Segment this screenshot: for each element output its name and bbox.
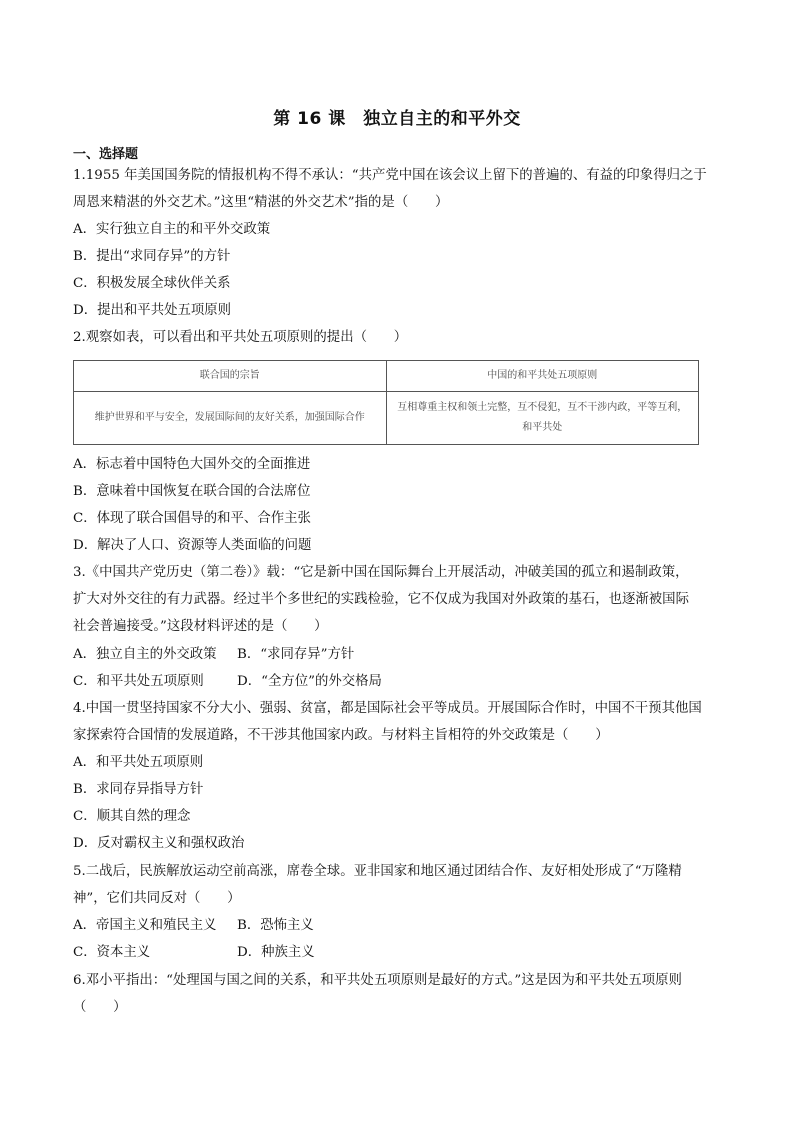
table-header-cell: 中国的和平共处五项原则 (386, 361, 699, 392)
question-2-option-b: B．意味着中国恢复在联合国的合法席位 (73, 484, 311, 499)
question-3-option-b: B．“求同存异”方针 (237, 647, 355, 662)
section-heading: 一、选择题 (73, 147, 139, 162)
question-2-option-a: A．标志着中国特色大国外交的全面推进 (73, 457, 311, 472)
question-5-option-d: D．种族主义 (237, 945, 315, 960)
comparison-table (73, 360, 699, 445)
question-5-options-row (73, 917, 314, 935)
question-1-option-d: D．提出和平共处五项原则 (73, 303, 232, 318)
question-5-text: 5.二战后，民族解放运动空前高涨，席卷全球。亚非国家和地区通过团结合作、友好相处形成了“万隆精 (73, 864, 682, 879)
question-1-text: 周恩来精湛的外交艺术。”这里“精湛的外交艺术”指的是（ ） (73, 195, 449, 210)
question-4-option-c: C．顺其自然的理念 (73, 809, 191, 824)
question-6-text: （ ） (73, 1000, 127, 1015)
question-1-option-c: C．积极发展全球伙伴关系 (73, 276, 231, 291)
question-3-text: 3.《中国共产党历史（第二卷）》载：“它是新中国在国际舞台上开展活动，冲破美国的孤立和遏制政策， (73, 565, 689, 580)
question-3-option-a: A．独立自主的外交政策 (73, 647, 217, 662)
table-header-cell: 联合国的宗旨 (74, 361, 387, 392)
question-3-option-c: C．和平共处五项原则 (73, 674, 204, 689)
question-5-options-row (73, 944, 315, 962)
question-5-option-c: C．资本主义 (73, 945, 151, 960)
question-2-option-c: C．体现了联合国倡导的和平、合作主张 (73, 511, 311, 526)
question-5-option-a: A．帝国主义和殖民主义 (73, 918, 217, 933)
question-3-text: 扩大对外交往的有力武器。经过半个多世纪的实践检验，它不仅成为我国对外政策的基石，也逐渐被国际 (73, 592, 689, 607)
question-4-text: 4.中国一贯坚持国家不分大小、强弱、贫富，都是国际社会平等成员。开展国际合作时，中国不干预其他国 (73, 701, 702, 716)
question-1-option-a: A．实行独立自主的和平外交政策 (73, 222, 271, 237)
question-4-text: 家探索符合国情的发展道路，不干涉其他国家内政。与材料主旨相符的外交政策是（ ） (73, 728, 609, 743)
table-cell: 互相尊重主权和领土完整，互不侵犯，互不干涉内政，平等互利，和平共处 (386, 392, 699, 445)
question-3-options-row (73, 646, 354, 664)
question-3-options-row (73, 673, 382, 691)
lesson-title: 第 16 课 独立自主的和平外交 (273, 109, 521, 129)
question-4-option-b: B．求同存异指导方针 (73, 782, 204, 797)
question-1-text: 1.1955 年美国国务院的情报机构不得不承认：“共产党中国在该会议上留下的普遍的、有益的印象得归之于 (73, 168, 707, 183)
question-3-text: 社会普遍接受。”这段材料评述的是（ ） (73, 619, 328, 634)
question-1-option-b: B．提出“求同存异”的方针 (73, 249, 231, 264)
question-5-option-b: B．恐怖主义 (237, 918, 314, 933)
table-cell: 维护世界和平与安全，发展国际间的友好关系，加强国际合作 (74, 392, 387, 445)
question-6-text: 6.邓小平指出：“处理国与国之间的关系，和平共处五项原则是最好的方式。”这是因为和平共处五项原则 (73, 973, 682, 988)
question-3-option-d: D．“全方位”的外交格局 (237, 674, 382, 689)
question-2-option-d: D．解决了人口、资源等人类面临的问题 (73, 538, 312, 553)
question-4-option-d: D．反对霸权主义和强权政治 (73, 836, 245, 851)
question-4-option-a: A．和平共处五项原则 (73, 755, 204, 770)
table-row (74, 392, 699, 445)
question-5-text: 神”，它们共同反对（ ） (73, 891, 241, 906)
question-2-text: 2.观察如表，可以看出和平共处五项原则的提出（ ） (73, 330, 408, 345)
table-header-row (74, 361, 699, 392)
